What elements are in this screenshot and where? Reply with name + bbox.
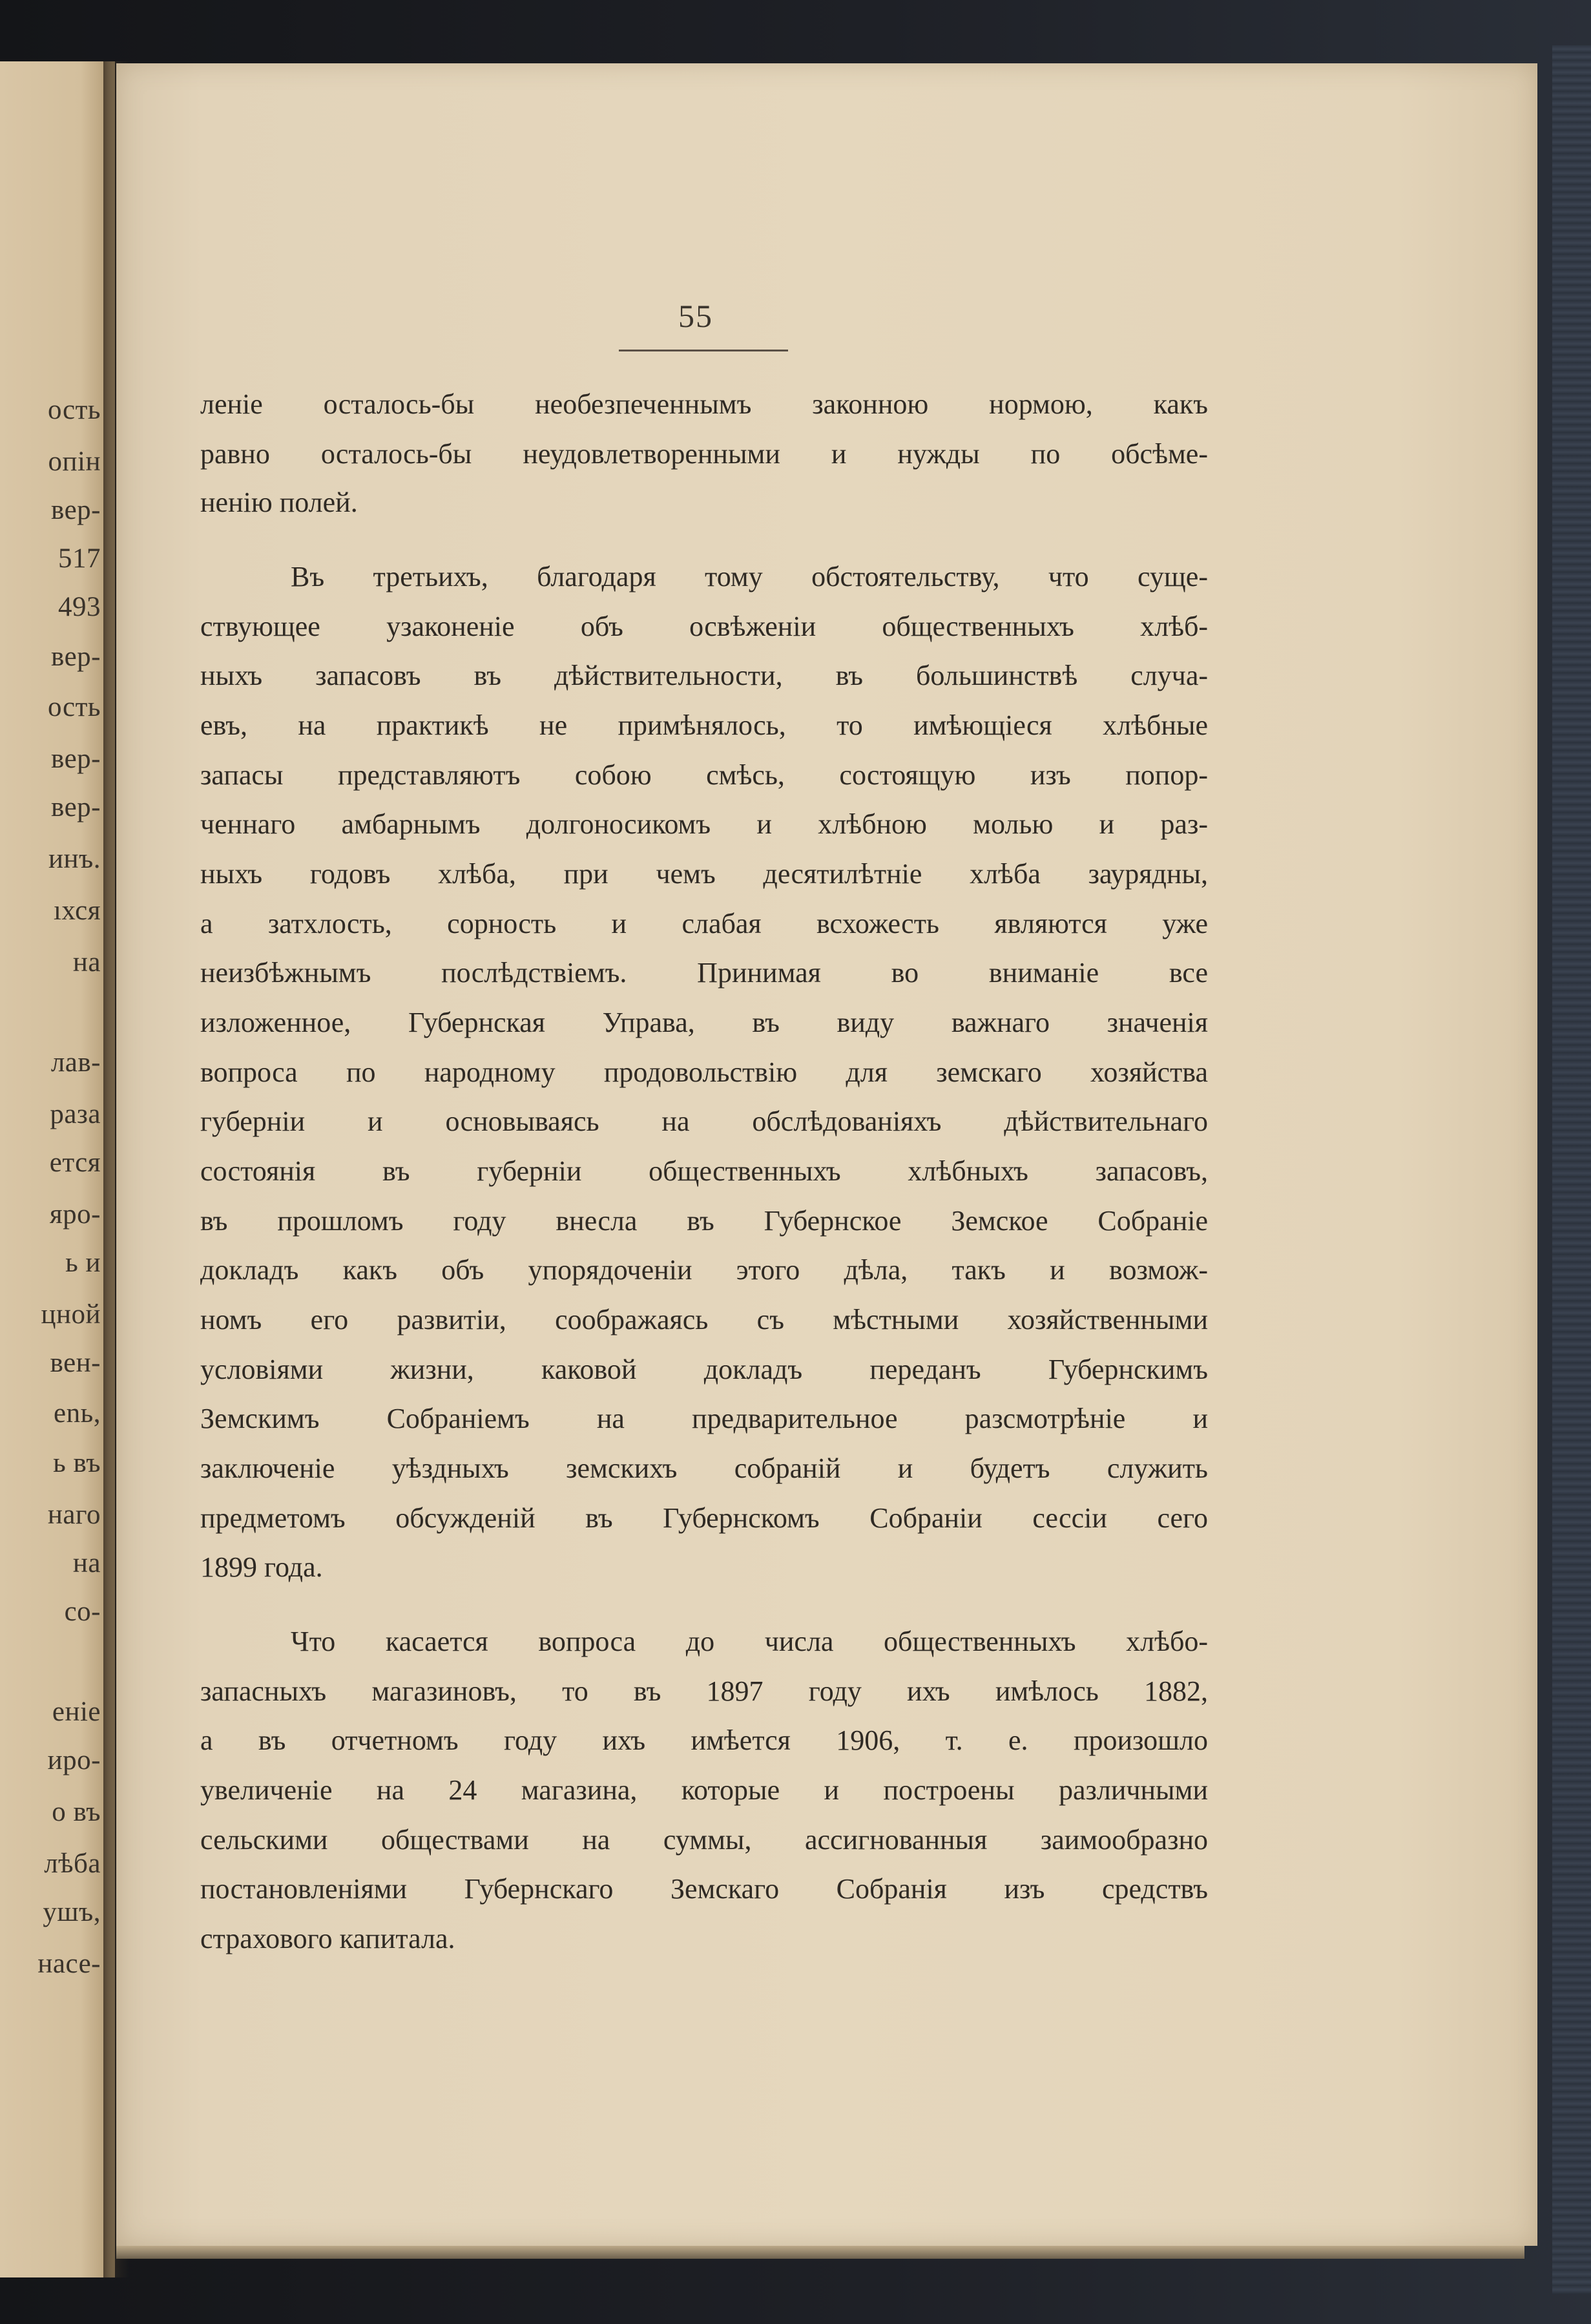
previous-page-line: на: [72, 1548, 101, 1578]
body-text-line: заключеніе уѣздныхъ земскихъ собраній и будетъ служить: [200, 1452, 1208, 1484]
body-text-line: условіями жизни, каковой докладъ переданъ Губернскимъ: [200, 1354, 1208, 1385]
body-text-line: ствующее узаконеніе объ освѣженіи общественныхъ хлѣб-: [200, 611, 1208, 642]
previous-page-line: инъ.: [48, 844, 101, 874]
previous-page-line: еnь,: [54, 1398, 101, 1429]
previous-page-line: ь въ: [53, 1448, 101, 1478]
body-text-line: запасныхъ магазиновъ, то въ 1897 году ихъ имѣлось 1882,: [200, 1675, 1208, 1707]
previous-page-line: насе-: [37, 1949, 101, 1979]
previous-page-line: наго: [47, 1500, 101, 1530]
body-text-line: постановленіями Губернскаго Земскаго Собранія изъ средствъ: [200, 1873, 1208, 1905]
previous-page-line: ется: [49, 1147, 101, 1178]
previous-page-line: вер-: [51, 495, 101, 525]
body-text-line: предметомъ обсужденій въ Губернскомъ Собраніи сессіи сего: [200, 1502, 1208, 1534]
body-text-line: Что касается вопроса до числа общественныхъ хлѣбо-: [291, 1626, 1208, 1657]
previous-page-line: ıхся: [53, 895, 101, 926]
body-text-line: увеличеніе на 24 магазина, которые и построены различными: [200, 1774, 1208, 1806]
body-text-line: ныхъ годовъ хлѣба, при чемъ десятилѣтніе хлѣба заурядны,: [200, 858, 1208, 890]
previous-page-line: о въ: [52, 1797, 101, 1827]
body-text-line: Въ третьихъ, благодаря тому обстоятельству, что суще-: [291, 561, 1208, 592]
previous-page-line: лав-: [50, 1047, 101, 1078]
body-text-line: неизбѣжнымъ послѣдствіемъ. Принимая во вниманіе все: [200, 957, 1208, 989]
previous-page-line: цной: [41, 1299, 101, 1330]
body-text-line: вопроса по народному продовольствію для земскаго хозяйства: [200, 1056, 1208, 1088]
body-text-line: изложенное, Губернская Управа, въ виду важнаго значенія: [200, 1007, 1208, 1038]
body-text-line: губерніи и основываясь на обслѣдованіяхъ дѣйствительнаго: [200, 1105, 1208, 1137]
body-text-line: докладъ какъ объ упорядоченіи этого дѣла, такъ и возмож-: [200, 1254, 1208, 1286]
previous-page-line: яро-: [49, 1199, 101, 1230]
body-text-line: ченнаго амбарнымъ долгоносикомъ и хлѣбною молью и раз-: [200, 808, 1208, 840]
previous-page-line: иро-: [47, 1745, 101, 1775]
body-text-line: номъ его развитіи, соображаясь съ мѣстными хозяйственными: [200, 1304, 1208, 1335]
body-text-line: леніе осталось-бы необезпеченнымъ законною нормою, какъ: [200, 388, 1208, 420]
previous-page-line: на: [72, 947, 101, 978]
body-text-line: страхового капитала.: [200, 1923, 455, 1954]
body-text-line: сельскими обществами на суммы, ассигнованныя заимообразно: [200, 1824, 1208, 1856]
body-text-line: Земскимъ Собраніемъ на предварительное разсмотрѣніе и: [200, 1403, 1208, 1434]
body-text-line: евъ, на практикѣ не примѣнялось, то имѣющіеся хлѣбные: [200, 709, 1208, 741]
previous-page-line: 517: [58, 543, 101, 574]
previous-page-line: вер-: [51, 642, 101, 672]
previous-page-line: лѣба: [44, 1848, 101, 1879]
previous-page-line: вер-: [51, 744, 101, 774]
previous-page-line: вен-: [50, 1348, 101, 1378]
previous-page-line: 493: [58, 592, 101, 622]
previous-page-line: ость: [47, 692, 101, 722]
previous-page-line: ость: [47, 395, 101, 425]
previous-page-line: опін: [48, 446, 101, 477]
page-number-rule: [619, 350, 788, 351]
previous-page-line: ь и: [65, 1248, 101, 1278]
previous-page-line: ушъ,: [43, 1897, 101, 1927]
previous-page-line: вер-: [51, 792, 101, 822]
body-text-line: въ прошломъ году внесла въ Губернское Земское Собраніе: [200, 1205, 1208, 1237]
page-number: 55: [678, 298, 713, 334]
previous-page-line: со-: [64, 1596, 101, 1627]
body-text-line: 1899 года.: [200, 1551, 323, 1583]
body-text-line: равно осталось-бы неудовлетворенными и нужды по обсѣме-: [200, 438, 1208, 470]
body-text-line: ныхъ запасовъ въ дѣйствительности, въ большинствѣ случа-: [200, 660, 1208, 691]
page-bottom-edge: [116, 2246, 1524, 2259]
body-text-line: а въ отчетномъ году ихъ имѣется 1906, т. е. произошло: [200, 1724, 1208, 1756]
cover-edge: [1552, 45, 1591, 2294]
body-text-line: а затхлость, сорность и слабая всхожесть являются уже: [200, 908, 1208, 939]
body-text-line: состоянія въ губерніи общественныхъ хлѣбныхъ запасовъ,: [200, 1155, 1208, 1187]
body-text-line: запасы представляютъ собою смѣсь, состоящую изъ попор-: [200, 759, 1208, 791]
body-text-line: ненію полей.: [200, 487, 358, 518]
previous-page: [0, 61, 115, 2277]
previous-page-line: еніе: [52, 1697, 101, 1727]
previous-page-line: раза: [50, 1099, 101, 1129]
